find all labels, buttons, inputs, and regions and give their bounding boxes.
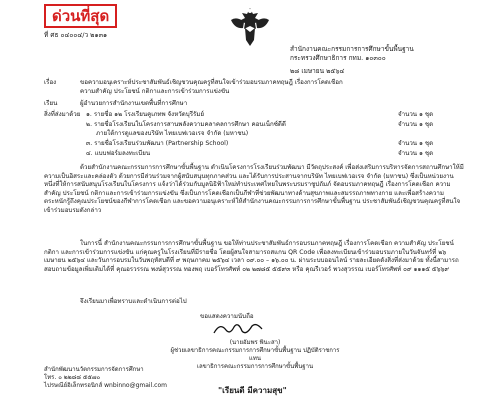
agency-ministry: กระทรวงศึกษาธิการ กทม. ๑๐๓๐๐ <box>290 54 386 62</box>
subject-text: ขอความอนุเคราะห์ประชาสัมพันธ์เชิญชวนคุณครูที่สนใจเข้าร่วมอบรมภาคทฤษฎี เรื่องการโคดเชือก <box>80 79 343 86</box>
signature-icon <box>208 320 268 338</box>
footer-office: สำนักพัฒนานวัตกรรมการจัดการศึกษา <box>44 366 144 373</box>
recipient-text: ผู้อำนวยการสำนักงานเขตพื้นที่การศึกษา <box>80 100 188 107</box>
footer-email: ไปรษณีย์อิเล็กทรอนิกส์ wnbinno@gmail.com <box>44 382 167 389</box>
enclosure-item: ๑. รายชื่อ ๑๒ โรงเรียนคูเภทพ จังหวัดบุรีรัมย์ <box>86 111 205 118</box>
urgent-stamp: ด่วนที่สุด <box>44 4 117 28</box>
enclosure-qty: จำนวน ๑ ชุด <box>398 111 434 118</box>
enclosure-item: ภายใต้การดูแลของบริษัท ไทยเบฟเวอเรจ จำกัด (มหาชน) <box>96 130 249 137</box>
document-number: ที่ ศธ ๐๔๐๐๔/ว ๒๑๓๑ <box>44 31 108 39</box>
signer-position: ผู้ช่วยเลขาธิการคณะกรรมการการศึกษาขั้นพื้นฐาน ปฏิบัติราชการแทน <box>170 347 340 362</box>
body-paragraph-3 <box>44 298 464 307</box>
recipient-label: เรียน <box>44 100 58 107</box>
enclosure-qty: จำนวน ๑ ชุด <box>398 150 434 157</box>
enclosure-item: ๒. รายชื่อโรงเรียนในโครงการสานพลังความคลาคลการศึกษา คอนเน็กซ์ดีดี <box>86 121 286 128</box>
subject-text-continued: ความสำคัญ ประโยชน์ กติกาและการเข้าร่วมการแข่งขัน <box>80 88 230 95</box>
document-date: ๒๘ เมษายน ๒๕๖๔ <box>290 67 345 75</box>
garuda-emblem-icon <box>225 2 275 52</box>
body-paragraph-3-text: จึงเรียนมาเพื่อทราบและดำเนินการต่อไป <box>80 298 187 305</box>
enclosure-qty: จำนวน ๑ ชุด <box>398 121 434 128</box>
enclosure-qty: จำนวน ๑ ชุด <box>398 140 434 147</box>
body-paragraph-1-text: ด้วยสำนักงานคณะกรรมการการศึกษาขั้นพื้นฐาน ดำเนินโครงการโรงเรียนร่วมพัฒนา มีวัตถุประสงค์ เพื่อส่งเสริมการบริหารจัดการสถานศึกษาให้มีความเป็นอิสระและคล่องตัว ด้วยการมีส่วนร่วมจากผู้สนับสนุนทุกภาคส่วน และได้รับการประสานจากบริษัท ไทยเบฟเวอเรจ จำกัด (มหาชน) ซึ่งเป็นหน่วยงานหนึ่งที่ให้การสนับสนุนโรงเรียนในโครงการ แจ้งว่าได้ร่วมกับมูลนิธิฟ้าใหม่ทำประเทศไทยในพระบรมราชูปถัมภ์ จัดอบรมภาคทฤษฎี เรื่องการโคดเชือก ความสำคัญ ประโยชน์ กติกาและการเข้าร่วมการแข่งขัน ซึ่งเป็นการโคดเชือกเป็นกีฬาที่ช่วยพัฒนาทางด้านสุขภาพและสมรรถภาพทางกาย และเพื่อสร้างความตระหนักรู้ถึงคุณประโยชน์ของกีฬาการโคดเชือก และขอความอนุเคราะห์ให้สำนักงานคณะกรรมการการศึกษาขั้นพื้นฐาน ประชาสัมพันธ์เชิญชวนคุณครูที่สนใจเข้าร่วมอบรมดังกล่าว <box>44 164 464 214</box>
enclosures-label: สิ่งที่ส่งมาด้วย <box>44 111 81 118</box>
agency-address <box>290 45 414 63</box>
body-paragraph-2 <box>44 240 464 274</box>
closing-text: ขอแสดงความนับถือ <box>200 313 254 320</box>
agency-name: สำนักงานคณะกรรมการการศึกษาขั้นพื้นฐาน <box>290 45 414 53</box>
signer-block <box>170 339 340 371</box>
enclosure-item: ๔. แบบฟอร์มลงทะเบียน <box>86 150 151 157</box>
enclosure-item: ๓. รายชื่อโรงเรียนร่วมพัฒนา (Partnership School) <box>86 140 229 147</box>
signer-position-title: เลขาธิการคณะกรรมการการศึกษาขั้นพื้นฐาน <box>196 363 314 370</box>
body-paragraph-2-text: ในการนี้ สำนักงานคณะกรรมการการศึกษาขั้นพื้นฐาน ขอให้ท่านประชาสัมพันธ์การอบรมภาคทฤษฎี เรื่องการโคดเชือก ความสำคัญ ประโยชน์ กติกา และการเข้าร่วมการแข่งขัน แก่คุณครูในโรงเรียนที่มีรายชื่อ โดยผู้สนใจสามารถสแกน QR Code เพื่อลงทะเบียนเข้าร่วมอบรมภายในวันจันทร์ที่ ๒๖ เมษายน ๒๕๖๔ และวันการอบรมในวันพฤหัสบดีที่ ๙ พฤษภาคม ๒๕๖๔ เวลา ๐๙.๐๐ – ๑๖.๐๐ น. ผ่านระบบออนไลน์ รายละเอียดดังสิ่งที่ส่งมาด้วย ทั้งนี้สามารถสอบถามข้อมูลเพิ่มเติมได้ที่ คุณอรวรรณ พงษ์สุวรรณ ทองพฤ เบอร์โทรศัพท์ ๐๒ ๒๗๘๕ ๕๕๙๓ หรือ คุณรีเวอร์ พวงสุวรรณ เบอร์โทรศัพท์ ๐๙ ๑๑๑๕ ๕๖๖๙ <box>44 240 459 273</box>
motto: "เรียนดี มีความสุข" <box>218 386 287 395</box>
footer-contact <box>44 366 167 390</box>
footer-phone: โทร. ๐ ๒๒๘๘ ๕๕๗๐ <box>44 374 101 381</box>
enclosures <box>44 110 464 170</box>
body-paragraph-1 <box>44 164 464 216</box>
signer-name: (นายอัมพร พินะสา) <box>229 339 281 346</box>
subject-label: เรื่อง <box>44 79 57 86</box>
